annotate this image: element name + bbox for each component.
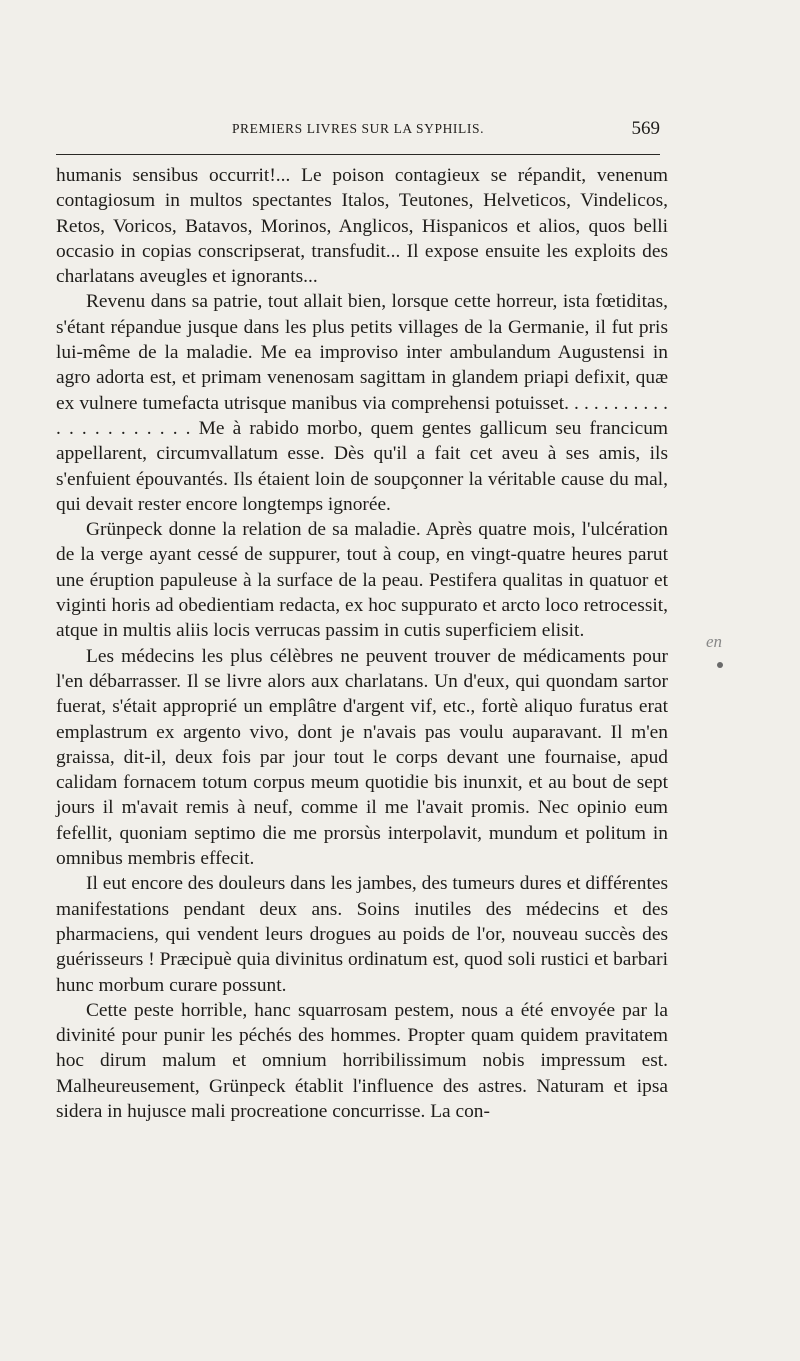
paragraph-6: Cette peste horrible, hanc squarrosam pestem, nous a été envoyée par la divinité pour punir les péchés des hommes. Propter quam quidem pravitatem hoc dirum malum et omnium horribilissimum nobis impressum est. Malheureusement, Grünpeck établit l'influence des astres. Naturam et ipsa sidera in hujusce mali procreatione concurrisse. La con- bbox=[56, 999, 668, 1122]
paragraph-2: Revenu dans sa patrie, tout allait bien, lorsque cette horreur, ista fœtiditas, s'étant répandue jusque dans les plus petits villages de la Germanie, il fut pris lui-même de la maladie. Me ea improviso inter ambulandum Augustensi in agro adorta est, et primam venenosam sagittam in glandem priapi defixit, quæ ex vulnere tumefacta utrisque manibus via comprehensi potuisset. . . . . . . . . . . . . . . . . . . . . . Me à rabido morbo, quem gentes gallicum seu francicum appellarent, circumvallatum esse. Dès qu'il a fait cet aveu à ses amis, ils s'enfuient épouvantés. Ils étaient loin de soupçonner la véritable cause du mal, qui devait rester encore longtemps ignorée. bbox=[56, 291, 668, 515]
page-header bbox=[56, 118, 660, 142]
page-number: 569 bbox=[631, 118, 660, 139]
margin-dot bbox=[717, 662, 723, 668]
header-rule bbox=[56, 154, 660, 155]
paragraph-5: Il eut encore des douleurs dans les jambes, des tumeurs dures et différentes manifestations pendant deux ans. Soins inutiles des médecins et des pharmaciens, qui vendent leurs drogues au poids de l'or, nouveau succès des guérisseurs ! Præcipuè quia divinitus ordinatum est, quod soli rustici et barbari hunc morbum curare possunt. bbox=[56, 873, 668, 996]
body-text bbox=[56, 163, 668, 1124]
paragraph-1: humanis sensibus occurrit!... Le poison contagieux se répandit, venenum contagiosum in multos spectantes Italos, Teutones, Helveticos, Vindelicos, Retos, Voricos, Batavos, Morinos, Anglicos, Hispanicos et alios, quos belli occasio in copias conscripserat, transfudit... Il expose ensuite les exploits des charlatans aveugles et ignorants... bbox=[56, 165, 668, 288]
running-title: PREMIERS LIVRES SUR LA SYPHILIS. bbox=[231, 121, 485, 136]
paragraph-4: Les médecins les plus célèbres ne peuvent trouver de médicaments pour l'en débarrasser. Il se livre alors aux charlatans. Un d'eux, qui quondam sartor fuerat, s'était approprié un emplâtre d'argent vif, etc., fortè aliquo furatus erat emplastrum ex argento vivo, dont je n'avais pas voulu auparavant. Il m'en graissa, dit-il, deux fois par jour tout le corps devant une fournaise, apud calidam fornacem totum corpus meum quotidie bis inunxit, et au bout de sept jours il m'avait remis à neuf, comme il me l'avait promis. Nec opinio eum fefellit, quoniam septimo die me prorsùs interpolavit, mundum et politum in omnibus membris effecit. bbox=[56, 645, 668, 870]
paragraph-3: Grünpeck donne la relation de sa maladie. Après quatre mois, l'ulcération de la verge ayant cessé de suppurer, tout à coup, en vingt-quatre heures parut une éruption papuleuse à la surface de la peau. Pestifera qualitas in quatuor et viginti horis ad obedientiam redacta, ex hoc suppurato et arcto loco retrocessit, atque in multis aliis locis verrucas passim in cutis superficiem elisit. bbox=[56, 519, 668, 642]
margin-note: en bbox=[706, 632, 723, 651]
